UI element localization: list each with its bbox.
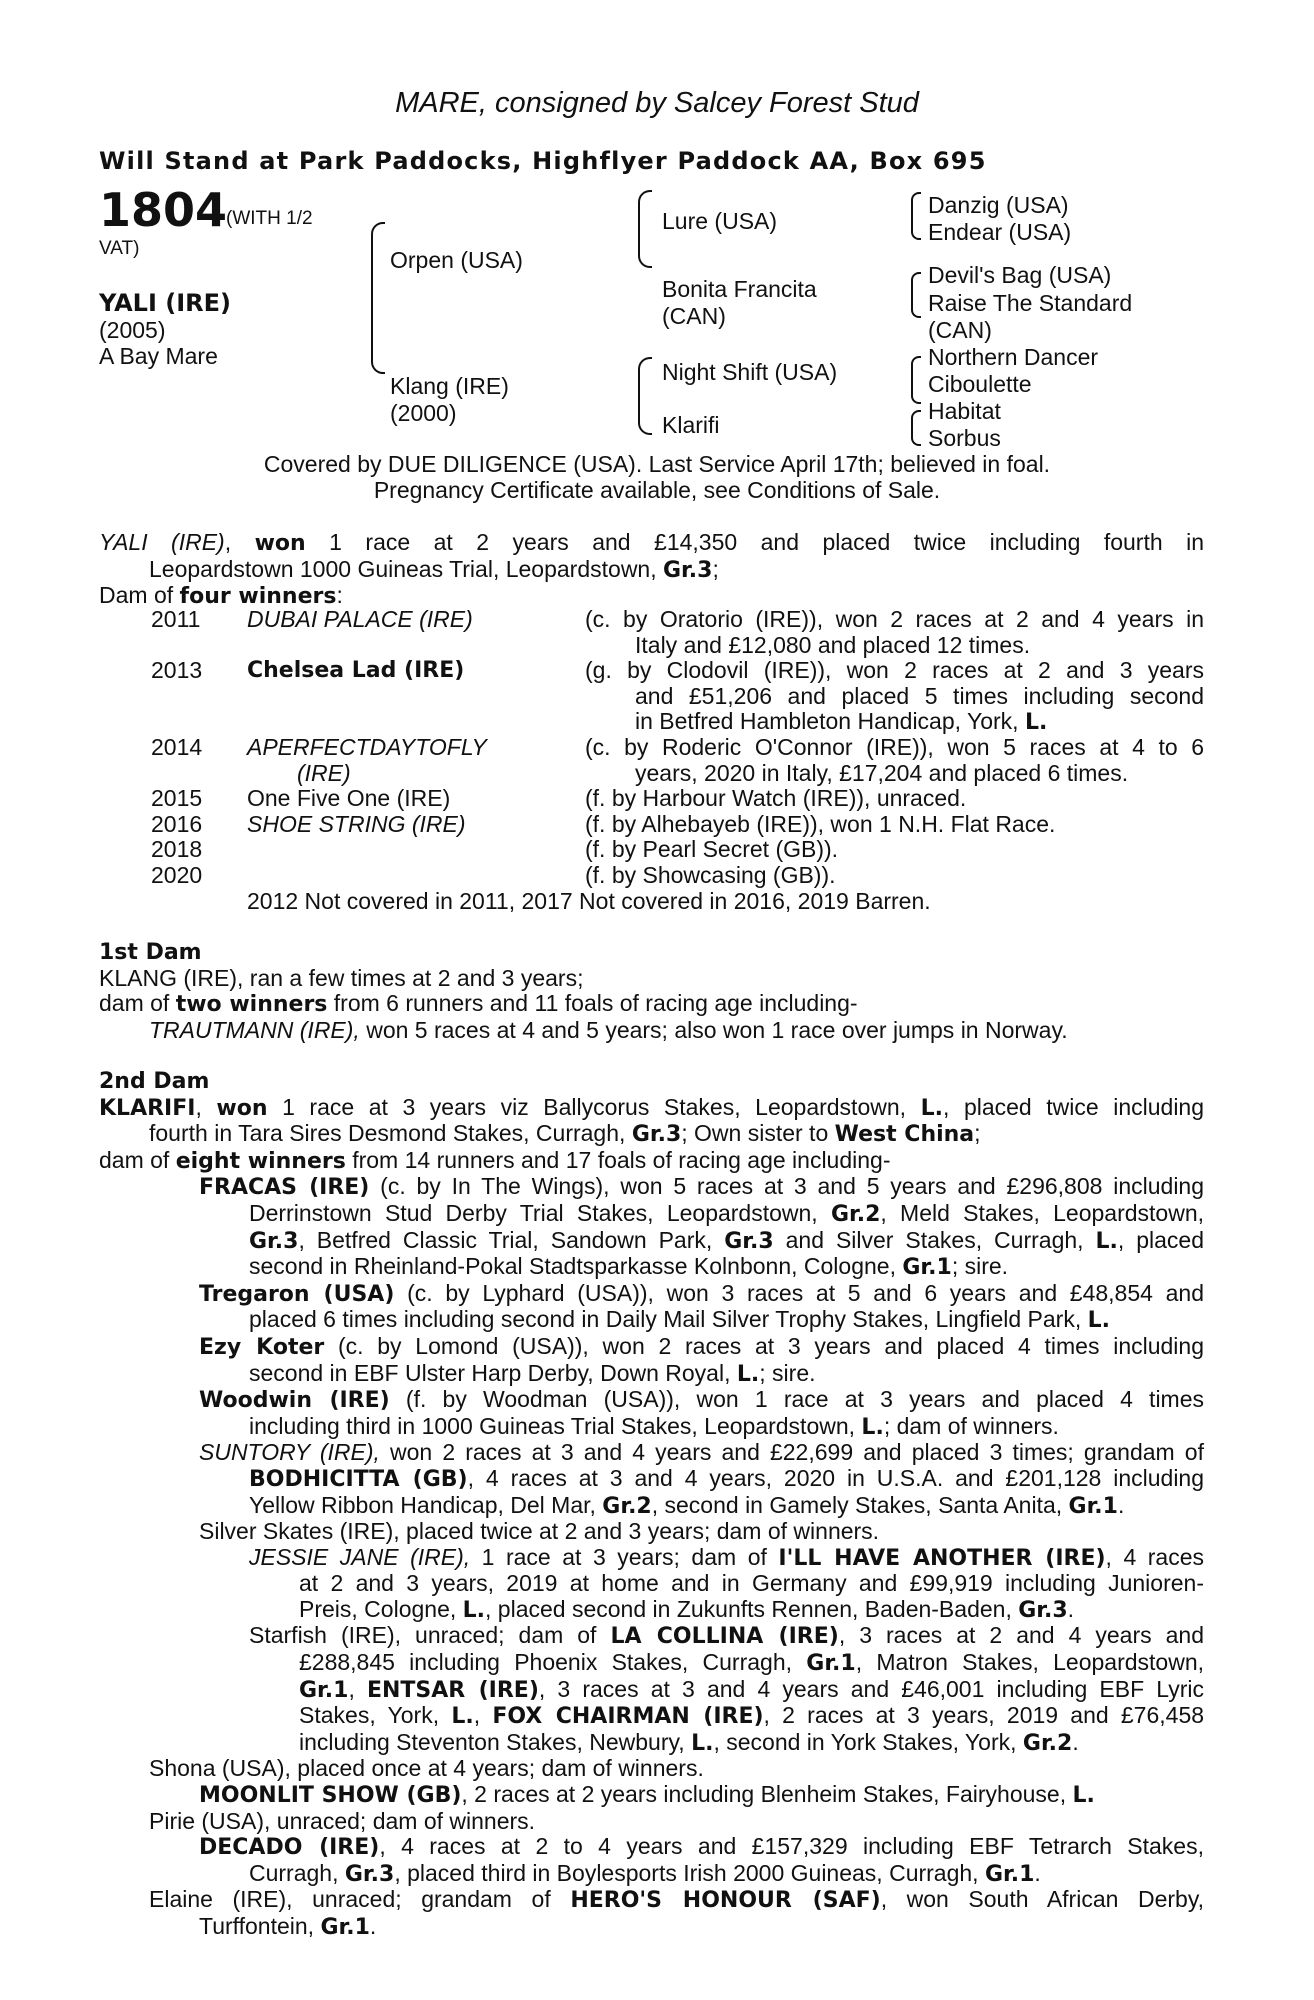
sdd-country: (CAN) <box>928 317 992 343</box>
horse-description: A Bay Mare <box>99 343 218 369</box>
ddd: Sorbus <box>928 425 1001 451</box>
foal-row: 2011 DUBAI PALACE (IRE) (c. by Oratorio (IRE)), won 2 races at 2 and 4 years in <box>151 606 1204 632</box>
second-dam-heading: 2nd Dam <box>99 1069 210 1094</box>
pedigree-brace-main <box>371 222 385 374</box>
vat-note: (WITH 1/2 <box>226 208 313 229</box>
foal-row: 2013 Chelsea Lad (IRE) (g. by Clodovil (IRE)), won 2 races at 2 and 3 years <box>151 657 1204 684</box>
pedigree-brace-ss <box>911 192 921 240</box>
dam: Klang (IRE) <box>390 373 509 399</box>
sire-dam-country: (CAN) <box>662 303 726 329</box>
dam-year: (2000) <box>390 400 457 426</box>
foal-row: 2020 (f. by Showcasing (GB)). <box>151 861 836 888</box>
dds: Habitat <box>928 398 1001 424</box>
pedigree-brace-sd <box>911 272 921 318</box>
horse-name: YALI (IRE) <box>99 289 231 317</box>
stand-location: Will Stand at Park Paddocks, Highflyer Paddock AA, Box 695 <box>99 147 987 175</box>
sire-dam: Bonita Francita <box>662 276 817 302</box>
foal-row: 2015 One Five One (IRE) (f. by Harbour Watch (IRE)), unraced. <box>151 785 967 812</box>
ssd: Endear (USA) <box>928 219 1072 245</box>
foal-row: 2014 APERFECTDAYTOFLY (c. by Roderic O'Connor (IRE)), won 5 races at 4 to 6 <box>151 733 1204 760</box>
first-dam: 1st Dam KLANG (IRE), ran a few times at 2 and 3 years; dam of two winners from 6 runners and 11 foals of racing age including- TRAUTMANN (IRE), won 5 races at 4 and 5 years; also won 1 race over jumps in Norway. <box>99 940 1204 1043</box>
foaling-year: (2005) <box>99 317 166 343</box>
pedigree-brace-sire <box>638 190 652 268</box>
dam-sire: Night Shift (USA) <box>662 359 838 385</box>
race-record: YALI (IRE), won 1 race at 2 years and £14,350 and placed twice including fourth in Leopardstown 1000 Guineas Trial, Leopardstown, Gr.3; Dam of four winners: <box>99 529 1205 610</box>
sire-sire: Lure (USA) <box>662 208 778 234</box>
pedigree-brace-ds <box>911 356 921 404</box>
sss: Danzig (USA) <box>928 192 1069 218</box>
dsd: Ciboulette <box>928 371 1032 397</box>
lot-number: 1804 <box>99 183 228 237</box>
sire: Orpen (USA) <box>390 247 523 273</box>
second-dam: 2nd Dam KLARIFI, won 1 race at 3 years viz Ballycorus Stakes, Leopardstown, L., placed twice including fourth in Tara Sires Desmond Stakes, Curragh, Gr.3; Own sister to West China; dam of eight winners from 14 runners and 17 foals of racing age including- FRACAS (IRE) (c. by In The Wings), won 5 races at 3 and 5 years and £296,808 including Derrinstown Stud Derby Trial Stakes, Leopardstown, Gr.2, Meld Stakes, Leopardstown, Gr.3, Betfred Classic Trial, Sandown Park, Gr.3 and Silver Stakes, Curragh, L., placed second in Rheinland-Pokal Stadtsparkasse Kolnbonn, Cologne, Gr.1; sire. Tregaron (USA) (c. by Lyphard (USA)), won 3 races at 5 and 6 years and £48,854 and placed 6 times including second in Daily Mail Silver Trophy Stakes, Lingfield Park, L. Ezy Koter (c. by Lomond (USA)), won 2 races at 3 years and placed 4 times including second in EBF Ulster Harp Derby, Down Royal, L.; sire. Woodwin (IRE) (f. by Woodman (USA)), won 1 race at 3 years and placed 4 times including third in 1000 Guineas Trial Stakes, Leopardstown, L.; dam of winners. SUNTORY (IRE), won 2 races at 3 and 4 years and £22,699 and placed 3 times; grandam of BODHICITTA (GB), 4 races at 3 and 4 years, 2020 in U.S.A. and £201,128 including Yellow Ribbon Handicap, Del Mar, Gr.2, second in Gamely Stakes, Santa Anita, Gr.1. Silver Skates (IRE), placed twice at 2 and 3 years; dam of winners. JESSIE JANE (IRE), 1 race at 3 years; dam of I'LL HAVE ANOTHER (IRE), 4 races at 2 and 3 years, 2019 at home and in Germany and £99,919 including Junioren- Preis, Cologne, L., placed second in Zukunfts Rennen, Baden-Baden, Gr.3. Starfish (IRE), unraced; dam of LA COLLINA (IRE), 3 races at 2 and 4 years and £288,845 including Phoenix Stakes, Curragh, Gr.1, Matron Stakes, Leopardstown, Gr.1, ENTSAR (IRE), 3 races at 3 and 4 years and £46,001 including EBF Lyric Stakes, York, L., FOX CHAIRMAN (IRE), 2 races at 3 years, 2019 and £76,458 including Steventon Stakes, Newbury, L., second in York Stakes, York, Gr.2. Shona (USA), placed once at 4 years; dam of winners. MOONLIT SHOW (GB), 2 races at 2 years including Blenheim Stakes, Fairyhouse, L. Pirie (USA), unraced; dam of winners. DECADO (IRE), 4 races at 2 to 4 years and £157,329 including EBF Tetrarch Stakes, Curragh, Gr.3, placed third in Boylesports Irish 2000 Guineas, Curragh, Gr.1. Elaine (IRE), unraced; grandam of HERO'S HONOUR (SAF), won South African Derby, Turffontein, Gr.1. <box>99 1069 1205 1940</box>
sds: Devil's Bag (USA) <box>928 262 1112 288</box>
sdd: Raise The Standard <box>928 290 1133 316</box>
first-dam-heading: 1st Dam <box>99 940 202 965</box>
record-horse-name: YALI (IRE) <box>99 529 225 555</box>
produce-record: 2011 DUBAI PALACE (IRE) (c. by Oratorio (IRE)), won 2 races at 2 and 4 years in Italy and £12,080 and placed 12 times. 2013 Chelsea Lad (IRE) (g. by Clodovil (IRE)), won 2 races at 2 and 3 years and £51,206 and placed 5 times including second in Betfred Hambleton Handicap, York, L. 2014 APERFECTDAYTOFLY (c. by Roderic O'Connor (IRE)), won 5 races at 4 to 6 (IRE) years, 2020 in Italy, £17,204 and placed 6 times. 2015 One Five One (IRE) (f. by Harbour Watch (IRE)), unraced. 2016 SHOE STRING (IRE) (f. by Alhebayeb (IRE)), won 1 N.H. Flat Race. 2018 (f. by Pearl Secret (GB)). 2020 (f. by Showcasing (GB)). 2012 Not covered in 2011, 2017 Not covered in 2016, 2019 Barren. <box>99 607 1204 914</box>
vat-note-cont: VAT) <box>99 238 140 259</box>
consignor-line: MARE, consigned by Salcey Forest Stud <box>395 87 919 119</box>
dam-dam: Klarifi <box>662 412 720 438</box>
foals-note: 2012 Not covered in 2011, 2017 Not covered in 2016, 2019 Barren. <box>247 887 931 914</box>
foal-row: 2016 SHOE STRING (IRE) (f. by Alhebayeb (IRE)), won 1 N.H. Flat Race. <box>151 810 1056 837</box>
covering-line: Covered by DUE DILIGENCE (USA). Last Service April 17th; believed in foal. <box>263 451 1051 477</box>
pedigree-brace-dam <box>638 357 652 435</box>
foal-row: 2018 (f. by Pearl Secret (GB)). <box>151 836 839 863</box>
dss: Northern Dancer <box>928 344 1099 370</box>
pedigree-brace-dd <box>911 410 921 446</box>
pregnancy-line: Pregnancy Certificate available, see Conditions of Sale. <box>373 477 941 503</box>
